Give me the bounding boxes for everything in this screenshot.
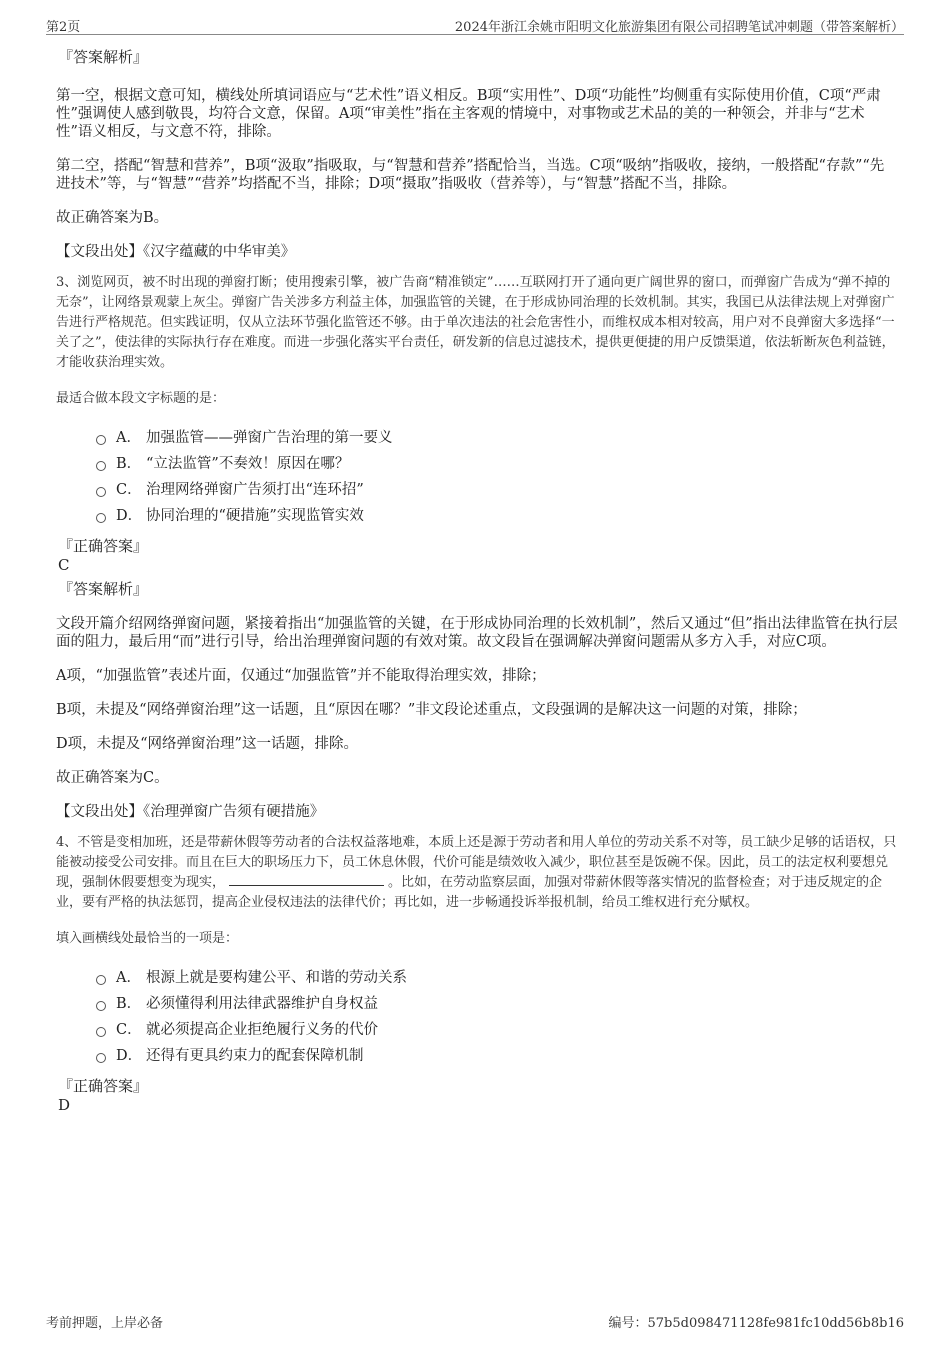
option-c[interactable]: C． 就必须提高企业拒绝履行义务的代价: [96, 1017, 898, 1043]
source-label: 【文段出处】: [56, 804, 143, 820]
radio-icon[interactable]: [96, 1053, 106, 1063]
option-b[interactable]: B． 必须懂得利用法律武器维护自身权益: [96, 991, 898, 1017]
source-title: 《治理弹窗广告须有硬措施》: [143, 804, 325, 820]
page-header: [46, 14, 904, 35]
option-d[interactable]: D． 还得有更具约束力的配套保障机制: [96, 1043, 898, 1069]
correct-answer: C: [58, 556, 70, 574]
correct-answer-heading: 『正确答案』: [58, 1077, 149, 1095]
answer-conclusion: 故正确答案为C。: [56, 770, 169, 786]
analysis-paragraph: D项，未提及“网络弹窗治理”这一话题，排除。: [56, 736, 358, 752]
source-line: [56, 243, 898, 261]
question-prompt: 填入画横线处最恰当的一项是：: [56, 931, 239, 946]
option-b[interactable]: B． “立法监管”不奏效！原因在哪？: [96, 451, 898, 477]
correct-answer-heading: 『正确答案』: [58, 537, 149, 555]
radio-icon[interactable]: [96, 1027, 106, 1037]
option-list: [96, 425, 898, 529]
document-title: 2024年浙江余姚市阳明文化旅游集团有限公司招聘笔试冲刺题（带答案解析）: [454, 20, 904, 35]
fill-blank: [229, 873, 384, 886]
analysis-paragraph: B项，未提及“网络弹窗治理”这一话题，且“原因在哪？”非文段论述重点，文段强调的是解决这一问题的对策，排除；: [56, 702, 807, 718]
page-footer: [46, 1312, 904, 1330]
option-c[interactable]: C． 治理网络弹窗广告须打出“连环招”: [96, 477, 898, 503]
radio-icon[interactable]: [96, 975, 106, 985]
analysis-paragraph: A项，“加强监管”表述片面，仅通过“加强监管”并不能取得治理实效，排除；: [56, 668, 546, 684]
source-line: [56, 803, 898, 821]
answer-conclusion: 故正确答案为B。: [56, 210, 169, 226]
option-d[interactable]: D． 协同治理的“硬措施”实现监管实效: [96, 503, 898, 529]
radio-icon[interactable]: [96, 461, 106, 471]
analysis-paragraph: 第二空，搭配“智慧和营养”，B项“汲取”指吸取，与“智慧和营养”搭配恰当，当选。C项“吸纳”指吸收，接纳，一般搭配“存款”“先进技术”等，与“智慧”“营养”均搭配不当，排除；D项“摄取”指吸收（营养等），与“智慧”搭配不当，排除。: [56, 158, 885, 192]
analysis-heading: 『答案解析』: [58, 580, 149, 598]
option-a[interactable]: A． 加强监管——弹窗广告治理的第一要义: [96, 425, 898, 451]
radio-icon[interactable]: [96, 487, 106, 497]
footer-slogan: 考前押题，上岸必备: [46, 1316, 164, 1331]
question-stem: 3、浏览网页，被不时出现的弹窗打断；使用搜索引擎，被广告商“精准锁定”……互联网打开了通向更广阔世界的窗口，而弹窗广告成为“弹不掉的无奈”，让网络景观蒙上灰尘。弹窗广告关涉多方利益主体，加强监管的关键，在于形成协同治理的长效机制。其实，我国已从法律法规上对弹窗广告进行严格规范。但实践证明，仅从立法环节强化监管还不够。由于单次违法的社会危害性小，而维权成本相对较高，用户对不良弹窗大多选择“一关了之”，使法律的实际执行存在难度。而进一步强化落实平台责任，研发新的信息过滤技术，提供更便捷的用户反馈渠道，依法斩断灰色利益链，才能收获治理实效。: [56, 275, 895, 370]
correct-answer: D: [58, 1096, 71, 1114]
page-content: [56, 42, 898, 1114]
source-label: 【文段出处】: [56, 244, 143, 260]
document-code: 编号：57b5d098471128fe981fc10dd56b8b16: [608, 1316, 904, 1331]
source-title: 《汉字蕴藏的中华审美》: [143, 244, 296, 260]
option-a[interactable]: A． 根源上就是要构建公平、和谐的劳动关系: [96, 965, 898, 991]
radio-icon[interactable]: [96, 513, 106, 523]
analysis-paragraph: 第一空，根据文意可知，横线处所填词语应与“艺术性”语义相反。B项“实用性”、D项“功能性”均侧重有实际使用价值，C项“严肃性”强调使人感到敬畏，均符合文意，保留。A项“审美性”指在主客观的情境中，对事物或艺术品的美的一种领会，并非与“艺术性”语义相反，与文意不符，排除。: [56, 88, 881, 140]
option-list: [96, 965, 898, 1069]
question-prompt: 最适合做本段文字标题的是：: [56, 391, 226, 406]
analysis-paragraph: 文段开篇介绍网络弹窗问题，紧接着指出“加强监管的关键，在于形成协同治理的长效机制”，然后又通过“但”指出法律监管在执行层面的阻力，最后用“而”进行引导，给出治理弹窗问题的有效对策。故文段旨在强调解决弹窗问题需从多方入手，对应C项。: [56, 616, 898, 650]
radio-icon[interactable]: [96, 435, 106, 445]
radio-icon[interactable]: [96, 1001, 106, 1011]
page-number: 第2页: [46, 20, 81, 35]
question-stem: 4、不管是变相加班，还是带薪休假等劳动者的合法权益落地难，本质上还是源于劳动者和用人单位的劳动关系不对等，员工缺少足够的话语权，只能被动接受公司安排。而且在巨大的职场压力下，员工休息休假，代价可能是绩效收入减少，职位甚至是饭碗不保。因此，员工的法定权利要想兑现，强制休假要想变为现实， 。比如，在劳动监察层面，加强对带薪休假等落实情况的监督检查；对于违反规定的企业，要有严格的执法惩罚，提高企业侵权违法的法律代价；再比如，进一步畅通投诉举报机制，给员工维权进行充分赋权。: [56, 835, 897, 910]
analysis-heading: 『答案解析』: [58, 48, 149, 66]
